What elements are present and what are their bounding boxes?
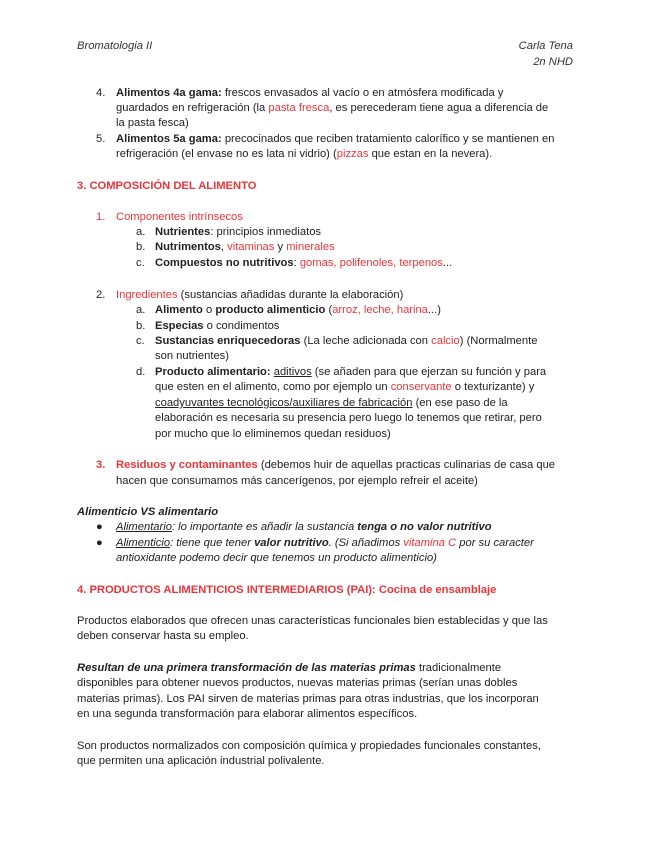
list-item-nutrimentos: Nutrimentos, vitaminas y minerales bbox=[155, 241, 335, 253]
list-letter: c. bbox=[136, 335, 145, 347]
list-item-producto-line-1: Producto alimentario: aditivos (se añaden para que ejerzan su función y para bbox=[155, 366, 547, 378]
list-item-nutrientes: Nutrientes: principios inmediatos bbox=[155, 226, 322, 238]
paragraph-3-line-2: que permiten una aplicación industrial polivalente. bbox=[77, 755, 325, 767]
header-group: 2n NHD bbox=[533, 56, 573, 68]
list-item-producto-line-5: por mucho que lo eliminemos quedan residuos) bbox=[155, 428, 391, 440]
list-letter: b. bbox=[136, 241, 146, 253]
paragraph-2-line-3: materias primas). Los PAI sirven de materias primas para otras industrias, que los incorporan bbox=[77, 693, 539, 705]
list-number: 3. bbox=[96, 459, 106, 471]
list-letter: a. bbox=[136, 226, 146, 238]
list-number: 1. bbox=[96, 211, 106, 223]
subsection-ingredientes: Ingredientes (sustancias añadidas durante la elaboración) bbox=[116, 289, 404, 301]
header-subject: Bromatologia II bbox=[77, 40, 153, 52]
bullet-alimentario: Alimentario: lo importante es añadir la sustancia tenga o no valor nutritivo bbox=[116, 521, 492, 533]
list-item-compuestos: Compuestos no nutritivos: gomas, polifenoles, terpenos... bbox=[155, 257, 453, 269]
section-3-title: 3. COMPOSICIÓN DEL ALIMENTO bbox=[77, 180, 257, 192]
bullet-alimenticio: Alimenticio: tiene que tener valor nutritivo. (Si añadimos vitamina C por su caracter bbox=[116, 537, 534, 549]
paragraph-1-line-1: Productos elaborados que ofrecen unas características funcionales bien establecidas y que las bbox=[77, 615, 548, 627]
paragraph-1-line-2: deben conservar hasta su empleo. bbox=[77, 630, 249, 642]
gama-4-line-2: guardados en refrigeración (la pasta fresca, es perecederam tiene agua a diferencia de bbox=[116, 102, 549, 114]
paragraph-3-line-1: Son productos normalizados con composición química y propiedades funcionales constantes, bbox=[77, 740, 541, 752]
gama-5-line-2: refrigeración (el envase no es lata ni vidrio) (pizzas que estan en la nevera). bbox=[116, 148, 493, 160]
list-item-sustancias: Sustancias enriquecedoras (La leche adicionada con calcio) (Normalmente bbox=[155, 335, 538, 347]
vs-title: Alimenticio VS alimentario bbox=[77, 506, 219, 518]
gama-4-line-1: Alimentos 4a gama: frescos envasados al vacío o en atmósfera modificada y bbox=[116, 87, 504, 99]
paragraph-2-line-4: en una segunda transformación para elaborar alimentos específicos. bbox=[77, 708, 418, 720]
section-4-title: 4. PRODUCTOS ALIMENTICIOS INTERMEDIARIOS (PAI): Cocina de ensamblaje bbox=[77, 584, 497, 596]
list-item-producto-line-3: coadyuvantes tecnológicos/auxiliares de fabricación (en ese paso de la bbox=[155, 397, 508, 409]
list-letter: d. bbox=[136, 366, 146, 378]
subsection-componentes-title: Componentes intrínsecos bbox=[116, 211, 243, 223]
list-item-producto-line-2: que esten en el alimento, como por ejemplo un conservante o texturizante) y bbox=[155, 381, 535, 393]
gama-4-line-3: la pasta fesca) bbox=[116, 117, 189, 129]
list-item-alimento: Alimento o producto alimenticio (arroz, leche, harina...) bbox=[155, 304, 442, 316]
gama-5-line-1: Alimentos 5a gama: precocinados que reciben tratamiento calorífico y se mantienen en bbox=[116, 133, 555, 145]
subsection-residuos: Residuos y contaminantes (debemos huir de aquellas practicas culinarias de casa que bbox=[116, 459, 556, 471]
list-item-especias: Especias o condimentos bbox=[155, 320, 280, 332]
bullet-icon: ● bbox=[96, 521, 103, 533]
subsection-residuos-cont: hacen que consumamos más cancerígenos, por ejemplo refreir el aceite) bbox=[116, 475, 478, 487]
list-item-sustancias-cont: son nutrientes) bbox=[155, 350, 230, 362]
header-author: Carla Tena bbox=[518, 40, 573, 52]
list-letter: a. bbox=[136, 304, 146, 316]
bullet-icon: ● bbox=[96, 537, 103, 549]
paragraph-2-line-1: Resultan de una primera transformación de las materias primas tradicionalmente bbox=[77, 662, 502, 674]
list-letter: b. bbox=[136, 320, 146, 332]
list-number: 2. bbox=[96, 289, 106, 301]
paragraph-2-line-2: disponibles para obtener nuevos productos, nuevas materias primas (serían unas dobles bbox=[77, 677, 518, 689]
list-letter: c. bbox=[136, 257, 145, 269]
list-number: 5. bbox=[96, 133, 106, 145]
list-item-producto-line-4: elaboración es necesaria su presencia pero luego lo tenemos que retirar, pero bbox=[155, 412, 542, 424]
bullet-alimenticio-cont: antioxidante podemo decir que tenemos un producto alimenticio) bbox=[116, 552, 437, 564]
list-number: 4. bbox=[96, 87, 106, 99]
